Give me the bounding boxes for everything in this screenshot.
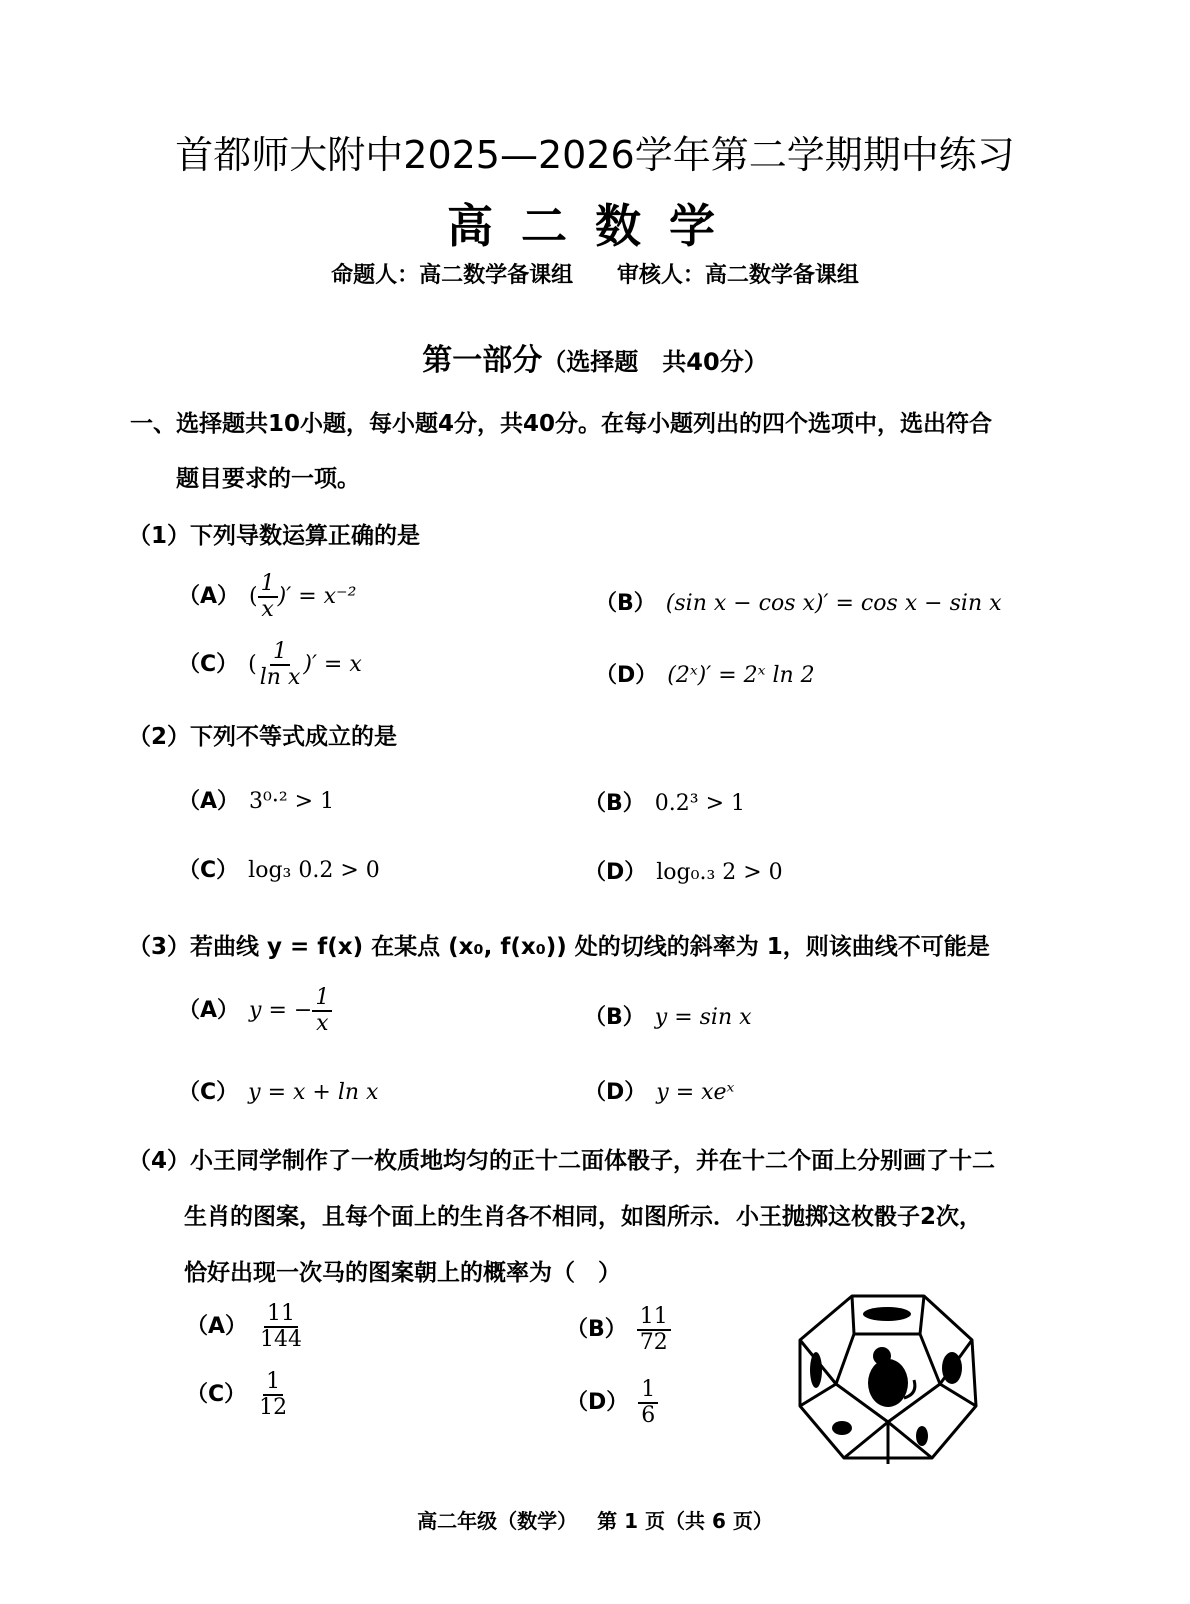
section-instruction-line1: 一、选择题共10小题，每小题4分，共40分。在每小题列出的四个选项中，选出符合 [130, 411, 993, 437]
author-text: 命题人：高二数学备课组 [331, 263, 574, 288]
q3-stem: （3）若曲线 y = f(x) 在某点 (x₀, f(x₀)) 处的切线的斜率为 1，则该曲线不可能是 [128, 934, 990, 960]
option-label: （A） [178, 584, 240, 610]
part-title: 第一部分 [422, 343, 543, 378]
fraction: $\frac{1}{x}$ [258, 572, 278, 622]
footer-page: 第 1 页（共 6 页） [597, 1509, 773, 1533]
q4-option-a [186, 1302, 305, 1352]
q3-option-b: （B） y = sin x [584, 1005, 752, 1030]
fraction: $\frac{1}{\text{ln x}}$ [259, 639, 301, 691]
option-label: （C） [178, 652, 239, 678]
q4-option-d [566, 1378, 658, 1428]
part-heading [0, 335, 1190, 379]
q2-option-d: （D） log₀.₃ 2 > 0 [584, 860, 783, 885]
option-label: （D） [584, 860, 647, 885]
part-note: （选择题 共40分） [542, 348, 768, 376]
q2-option-a: （A） 3⁰·² > 1 [178, 789, 335, 814]
q4-option-c [186, 1370, 290, 1420]
q3-option-d: （D） y = xeˣ [584, 1080, 735, 1105]
option-label: （C） [186, 1382, 247, 1408]
option-label: （A） [186, 1314, 248, 1340]
fraction: $\frac{1}{12}$ [259, 1369, 288, 1421]
option-label: （C） [178, 1080, 239, 1105]
reviewer-text: 审核人：高二数学备课组 [616, 263, 859, 288]
exam-authors [0, 258, 1190, 289]
fraction: $\frac{1}{x}$ [312, 986, 332, 1036]
option-label: （B） [595, 591, 656, 616]
q1-option-a: （A） ( $\frac{1}{x}$ )′ = x⁻² [178, 571, 357, 623]
fraction: $\frac{1}{6}$ [638, 1378, 658, 1428]
fraction: $\frac{11}{144}$ [260, 1301, 303, 1353]
q3-option-a: （A） y = − $\frac{1}{x}$ [178, 986, 332, 1036]
option-label: （D） [584, 1080, 647, 1105]
option-label: （C） [178, 858, 239, 883]
q1-option-b: （B） (sin x − cos x)′ = cos x − sin x [595, 591, 1002, 616]
q4-option-b [566, 1305, 671, 1355]
option-label: （A） [178, 998, 240, 1024]
option-label: （D） [595, 663, 658, 688]
page-footer [0, 1505, 1190, 1534]
q4-stem-line3: 恰好出现一次马的图案朝上的概率为（ ） [184, 1260, 621, 1286]
q2-option-c: （C） log₃ 0.2 > 0 [178, 858, 380, 883]
exam-subject: 高二数学 [447, 199, 743, 253]
option-label: （B） [566, 1317, 627, 1343]
q3-option-c: （C） y = x + ln x [178, 1080, 379, 1105]
option-label: （D） [566, 1390, 629, 1416]
option-label: （B） [584, 791, 645, 816]
option-label: （A） [178, 789, 240, 814]
dodecahedron-dice-icon [792, 1288, 982, 1472]
q1-option-c: （C） ( $\frac{1}{\text{ln x}}$ )′ = x [178, 639, 362, 691]
q1-stem: （1）下列导数运算正确的是 [128, 523, 421, 549]
footer-grade: 高二年级（数学） [417, 1509, 578, 1533]
q1-option-d: （D） (2ˣ)′ = 2ˣ ln 2 [595, 663, 815, 688]
section-instruction-line2: 题目要求的一项。 [176, 466, 360, 492]
option-label: （B） [584, 1005, 645, 1030]
exam-title: 首都师大附中2025—2026学年第二学期期中练习 [175, 133, 1015, 177]
fraction: $\frac{11}{72}$ [637, 1305, 671, 1355]
q2-stem: （2）下列不等式成立的是 [128, 724, 398, 750]
q4-stem-line2: 生肖的图案，且每个面上的生肖各不相同，如图所示．小王抛掷这枚骰子2次， [184, 1204, 983, 1230]
q4-stem-line1: （4）小王同学制作了一枚质地均匀的正十二面体骰子，并在十二个面上分别画了十二 [128, 1148, 996, 1174]
q2-option-b: （B） 0.2³ > 1 [584, 791, 746, 816]
